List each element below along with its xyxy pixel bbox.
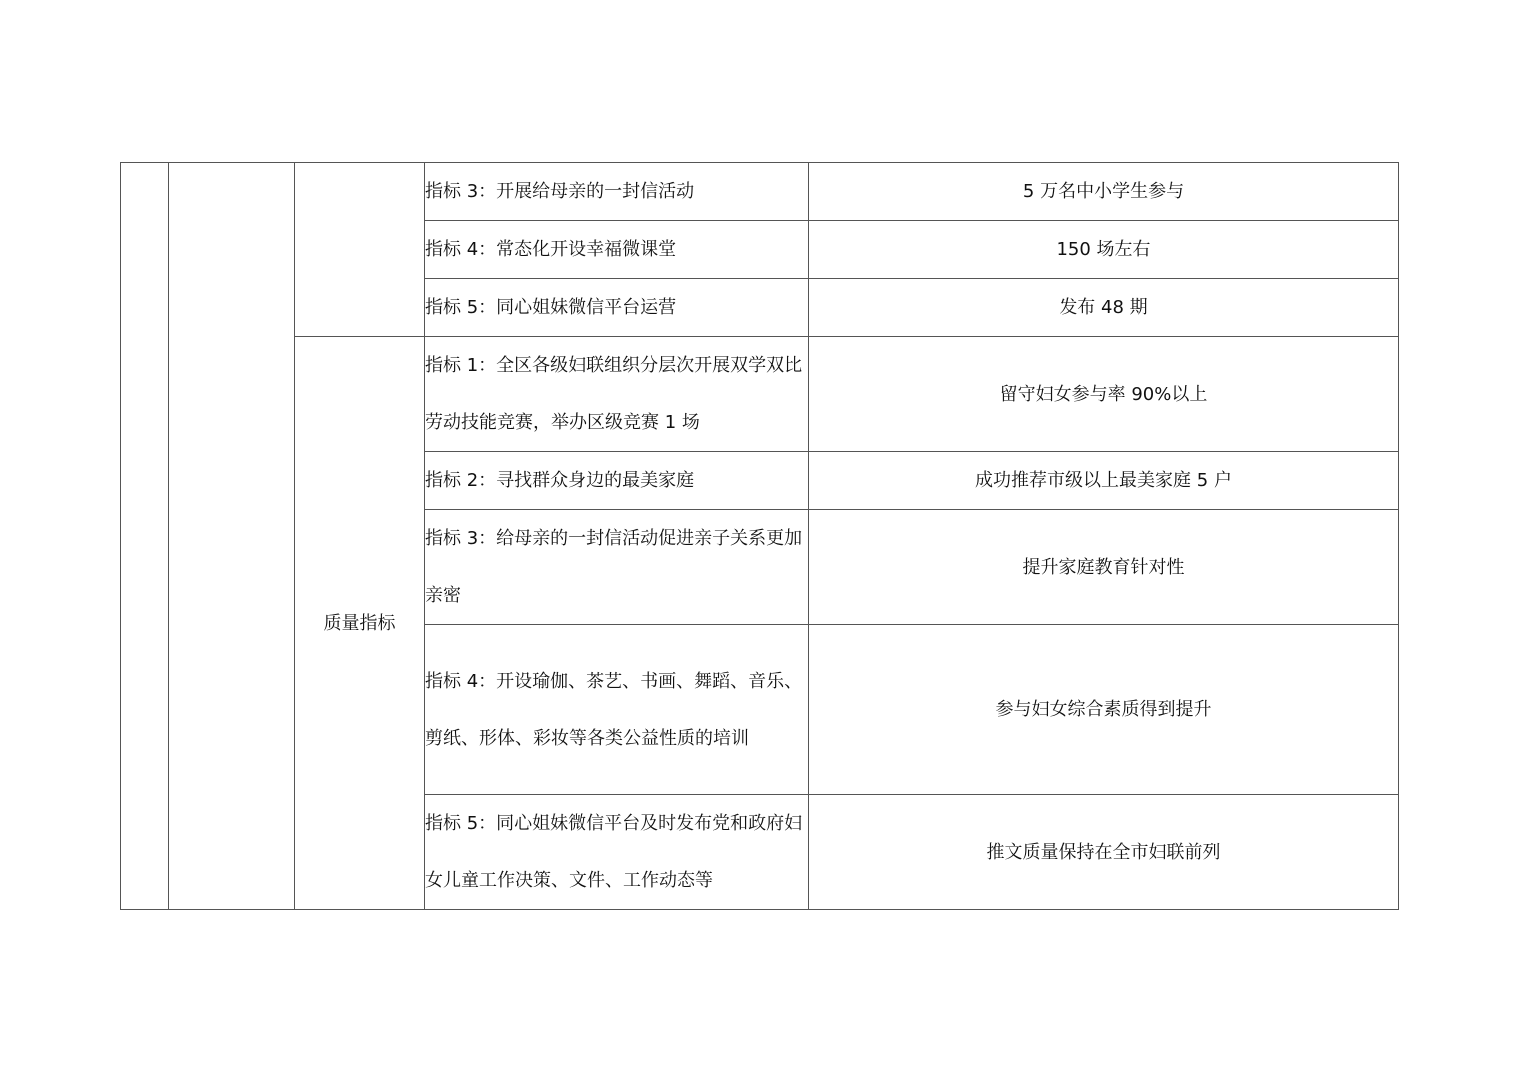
value-text: 推文质量保持在全市妇联前列 — [986, 841, 1221, 863]
indicator-cell — [425, 452, 809, 510]
value-cell — [809, 452, 1399, 510]
blank-column-2-cell — [169, 163, 295, 910]
indicator-cell — [425, 795, 809, 910]
value-cell — [809, 625, 1399, 795]
value-cell — [809, 510, 1399, 625]
value-cell — [809, 221, 1399, 279]
value-text: 留守妇女参与率 90%以上 — [999, 383, 1208, 405]
indicator-text: 指标 3：给母亲的一封信活动促进亲子关系更加亲密 — [425, 528, 803, 606]
indicator-cell — [425, 221, 809, 279]
quality-category-label: 质量指标 — [323, 612, 396, 634]
value-text: 参与妇女综合素质得到提升 — [995, 699, 1212, 720]
value-text: 提升家庭教育针对性 — [1022, 556, 1185, 578]
indicator-cell — [425, 337, 809, 452]
indicator-cell — [425, 163, 809, 221]
value-text: 成功推荐市级以上最美家庭 5 户 — [975, 470, 1232, 491]
quality-category-cell — [295, 337, 425, 910]
value-cell — [809, 163, 1399, 221]
blank-column-1-cell — [121, 163, 169, 910]
indicator-cell — [425, 625, 809, 795]
indicator-text: 指标 4：常态化开设幸福微课堂 — [425, 239, 677, 260]
performance-indicator-table — [120, 162, 1399, 910]
indicator-cell — [425, 279, 809, 337]
indicator-text: 指标 5：同心姐妹微信平台运营 — [425, 297, 677, 318]
table-row — [121, 163, 1399, 221]
value-cell — [809, 795, 1399, 910]
value-cell — [809, 337, 1399, 452]
table-row — [121, 337, 1399, 452]
indicator-text: 指标 1：全区各级妇联组织分层次开展双学双比劳动技能竞赛，举办区级竞赛 1 场 — [425, 355, 803, 433]
indicator-text: 指标 5：同心姐妹微信平台及时发布党和政府妇女儿童工作决策、文件、工作动态等 — [425, 813, 803, 891]
value-cell — [809, 279, 1399, 337]
value-text: 150 场左右 — [1056, 239, 1151, 260]
value-text: 5 万名中小学生参与 — [1022, 181, 1185, 202]
indicator-text: 指标 3：开展给母亲的一封信活动 — [425, 181, 695, 202]
value-text: 发布 48 期 — [1059, 297, 1148, 318]
indicator-text: 指标 2：寻找群众身边的最美家庭 — [425, 470, 695, 491]
indicator-text: 指标 4：开设瑜伽、茶艺、书画、舞蹈、音乐、剪纸、形体、彩妆等各类公益性质的培训 — [425, 670, 803, 749]
indicator-cell — [425, 510, 809, 625]
quantity-category-cell — [295, 163, 425, 337]
